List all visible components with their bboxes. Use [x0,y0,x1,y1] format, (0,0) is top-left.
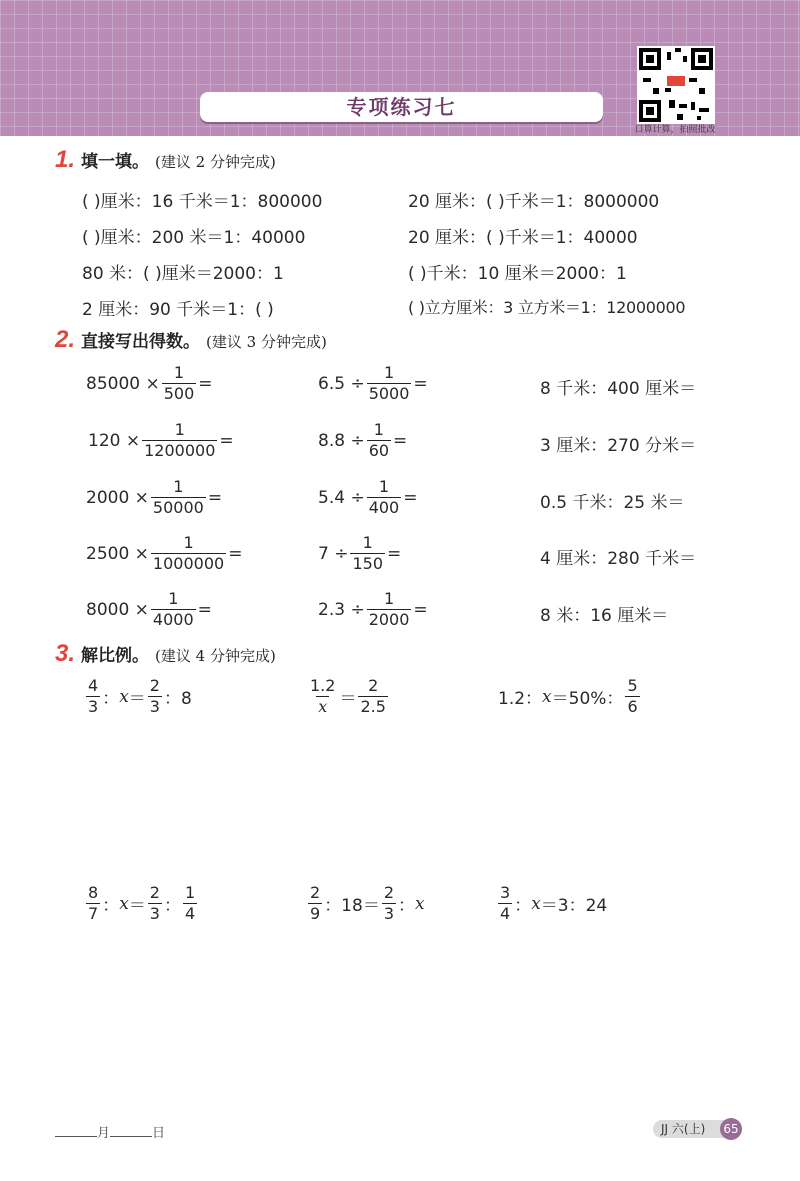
section-title: 解比例。 [81,646,150,666]
section-title: 直接写出得数。 [81,332,201,352]
calc-item: 120 × $\frac{1}{1200000}$ = [88,420,234,460]
section-number: 2. [55,326,76,353]
qr-code[interactable] [637,46,715,124]
section-hint: (建议 2 分钟完成) [155,153,276,171]
fill-item: 2 厘米：90 千米＝1：( ) [82,300,274,320]
fill-item: ( )立方厘米：3 立方米＝1：12000000 [408,298,686,317]
section-number: 1. [55,146,76,173]
fill-item: 20 厘米：( )千米＝1：8000000 [408,192,660,212]
proportion-item: $\frac{3}{4}$ ： x ＝3：24 [500,883,608,923]
fill-item: 80 米：( )厘米＝2000：1 [82,264,284,284]
ratio-item: 0.5 千米：25 米＝ [540,493,685,513]
section-hint: (建议 3 分钟完成) [206,333,327,351]
date-line [55,1122,165,1141]
day-blank[interactable] [110,1136,152,1137]
month-blank[interactable] [55,1136,97,1137]
proportion-item: $\frac{2}{9}$ ：18＝ $\frac{2}{3}$ ： x [310,883,425,923]
section-1-heading [55,146,276,174]
section-2-heading [55,326,327,354]
book-tag: JJ 六(上) [653,1120,729,1138]
section-title: 填一填。 [81,152,150,172]
proportion-item: 1.2： x ＝50%： $\frac{5}{6}$ [498,676,638,716]
ratio-item: 3 厘米：270 分米＝ [540,436,697,456]
calc-item: 8.8 ÷ $\frac{1}{60}$ = [318,420,408,460]
calc-item: 6.5 ÷ $\frac{1}{5000}$ = [318,363,428,403]
calc-item: 8000 × $\frac{1}{4000}$ = [86,589,212,629]
page-title: 专项练习七 [200,92,603,122]
proportion-item: $\frac{8}{7}$ ： x ＝ $\frac{2}{3}$ ： $\frac{1}{4}$ [88,883,196,923]
ratio-item: 8 米：16 厘米＝ [540,606,669,626]
proportion-item: $\frac{4}{3}$ ： x ＝ $\frac{2}{3}$ ：8 [88,676,192,716]
calc-item: 85000 × $\frac{1}{500}$ = [86,363,213,403]
ratio-item: 4 厘米：280 千米＝ [540,549,697,569]
proportion-item: $\frac{1.2}{x}$ ＝ $\frac{2}{2.5}$ [310,676,386,716]
ratio-item: 8 千米：400 厘米＝ [540,379,697,399]
section-3-heading [55,640,276,668]
fill-item: 20 厘米：( )千米＝1：40000 [408,228,638,248]
fill-item: ( )千米：10 厘米＝2000：1 [408,264,627,284]
calc-item: 5.4 ÷ $\frac{1}{400}$ = [318,477,418,517]
calc-item: 2000 × $\frac{1}{50000}$ = [86,477,223,517]
calc-item: 2500 × $\frac{1}{1000000}$ = [86,533,243,573]
fill-item: ( )厘米：200 米＝1：40000 [82,228,306,248]
section-hint: (建议 4 分钟完成) [155,647,276,665]
day-label: 日 [152,1126,166,1141]
month-label: 月 [97,1126,111,1141]
calc-item: 2.3 ÷ $\frac{1}{2000}$ = [318,589,428,629]
calc-item: 7 ÷ $\frac{1}{150}$ = [318,533,402,573]
section-number: 3. [55,640,76,667]
fill-item: ( )厘米：16 千米＝1：800000 [82,192,323,212]
page-number: 65 [720,1118,742,1140]
qr-caption: 口算计算，拍照批改 [634,125,716,135]
